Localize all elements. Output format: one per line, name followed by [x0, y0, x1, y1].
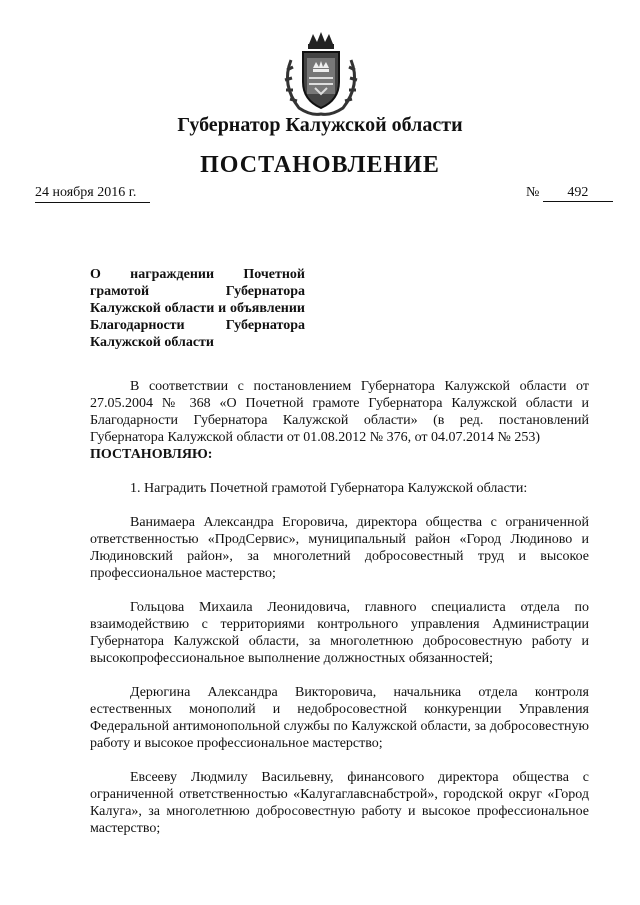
preamble-paragraph: В соответствии с постановлением Губернатора Калужской области от 27.05.2004 № 368 «О Почетной грамоте Губернатора Калужской области и Благодарности Губернатора Калужской области» (в ред. постановлений Губернатора Калужской области от 01.08.2012 № 376, от 04.07.2014 № 253): [90, 379, 589, 445]
document-date: 24 ноября 2016 г.: [35, 185, 150, 203]
award-paragraph: Дерюгина Александра Викторовича, начальника отдела контроля естественных монополий и недобросовестной конкуренции Управления Федеральной антимонопольной службы по Калужской области, за добросовестную работу и высокое профессиональное мастерство;: [90, 685, 589, 751]
award-paragraph: Ванимаера Александра Егоровича, директора общества с ограниченной ответственностью «ПродСервис», муниципальный район «Город Людиново и Людиновский район», за многолетний добросовестный труд и высокое профессиональное мастерство;: [90, 515, 589, 581]
document-body: [90, 378, 589, 837]
decree-word: ПОСТАНОВЛЯЮ:: [90, 447, 213, 462]
document-title: ПОСТАНОВЛЕНИЕ: [200, 152, 440, 178]
award-paragraph: Гольцова Михаила Леонидовича, главного специалиста отдела по взаимодействию с территориями контрольного управления Администрации Губернатора Калужской области, за многолетнюю добросовестную работу и высокопрофессиональное выполнение должностных обязанностей;: [90, 600, 589, 666]
number-value: 492: [543, 185, 613, 202]
document-subject: О награждении Почетной грамотой Губернатора Калужской области и объявлении Благодарности Губернатора Калужской области: [90, 267, 305, 350]
issuer-title: Губернатор Калужской области: [177, 114, 463, 136]
item-1: 1. Наградить Почетной грамотой Губернатора Калужской области:: [130, 481, 528, 496]
award-paragraph: Евсееву Людмилу Васильевну, финансового директора общества с ограниченной ответственностью «Калугаглавснабстрой», городской округ «Город Калуга», за многолетнюю добросовестную работу и высокое профессиональное мастерство;: [90, 770, 589, 836]
document-number: [526, 185, 613, 202]
number-sign: №: [526, 185, 540, 200]
coat-of-arms-icon: [271, 30, 371, 118]
